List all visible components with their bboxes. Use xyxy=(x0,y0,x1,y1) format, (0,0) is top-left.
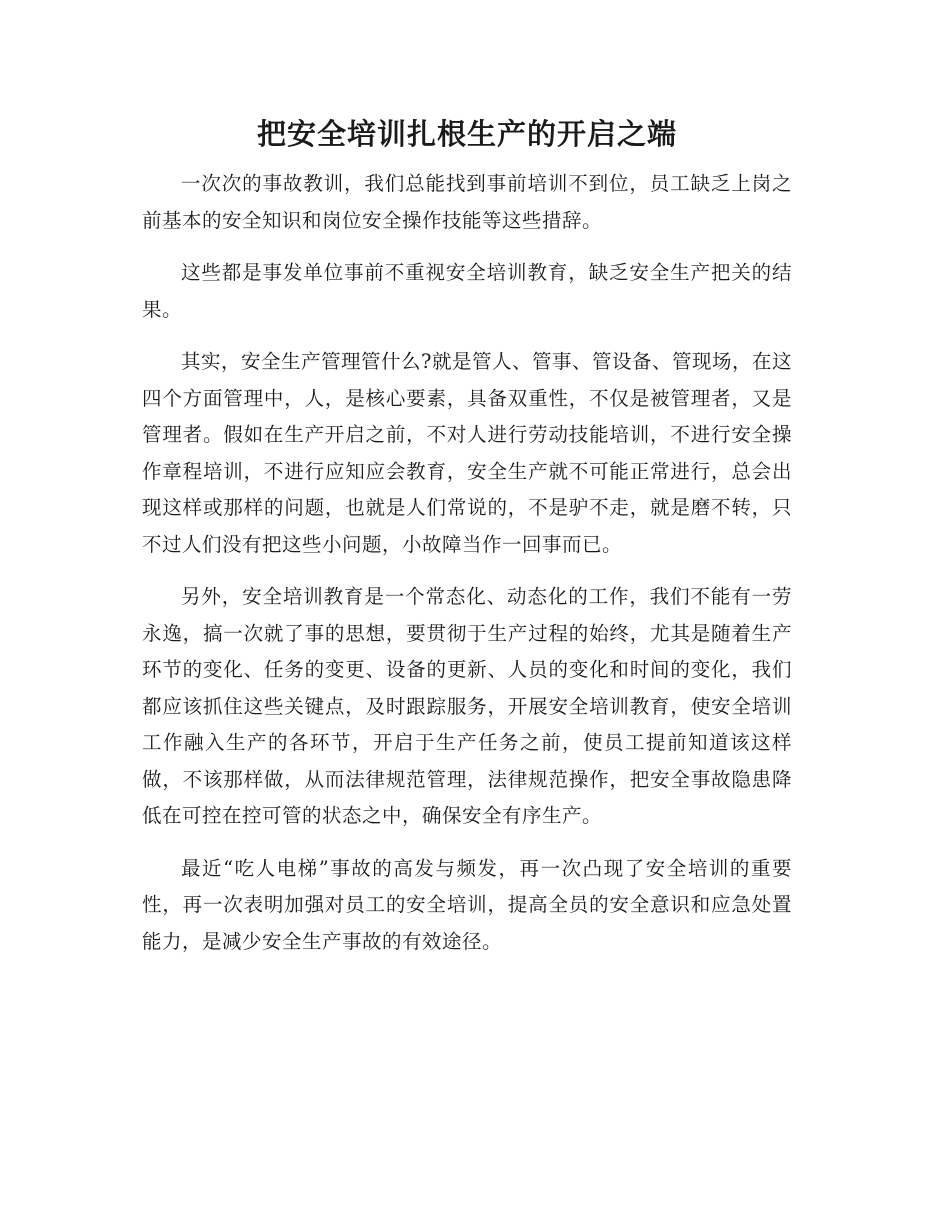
document-body xyxy=(142,166,792,960)
paragraph-5: 最近“吃人电梯”事故的高发与频发，再一次凸现了安全培训的重要性，再一次表明加强对员工的安全培训，提高全员的安全意识和应急处置能力，是减少安全生产事故的有效途径。 xyxy=(142,856,792,953)
paragraph-2: 这些都是事发单位事前不重视安全培训教育，缺乏安全生产把关的结果。 xyxy=(142,261,792,321)
paragraph-1: 一次次的事故教训，我们总能找到事前培训不到位，员工缺乏上岗之前基本的安全知识和岗位安全操作技能等这些措辞。 xyxy=(142,172,792,232)
document-page xyxy=(142,112,792,976)
paragraph-3: 其实，安全生产管理管什么?就是管人、管事、管设备、管现场，在这四个方面管理中，人，是核心要素，具备双重性，不仅是被管理者，又是管理者。假如在生产开启之前，不对人进行劳动技能培训，不进行安全操作章程培训，不进行应知应会教育，安全生产就不可能正常进行，总会出现这样或那样的问题，也就是人们常说的，不是驴不走，就是磨不转，只不过人们没有把这些小问题，小故障当作一回事而已。 xyxy=(142,350,792,556)
document-title: 把安全培训扎根生产的开启之端 xyxy=(256,117,677,151)
paragraph-4: 另外，安全培训教育是一个常态化、动态化的工作，我们不能有一劳永逸，搞一次就了事的思想，要贯彻于生产过程的始终，尤其是随着生产环节的变化、任务的变更、设备的更新、人员的变化和时间的变化，我们都应该抓住这些关键点，及时跟踪服务，开展安全培训教育，使安全培训工作融入生产的各环节，开启于生产任务之前，使员工提前知道该这样做，不该那样做，从而法律规范管理，法律规范操作，把安全事故隐患降低在可控在控可管的状态之中，确保安全有序生产。 xyxy=(142,585,792,827)
